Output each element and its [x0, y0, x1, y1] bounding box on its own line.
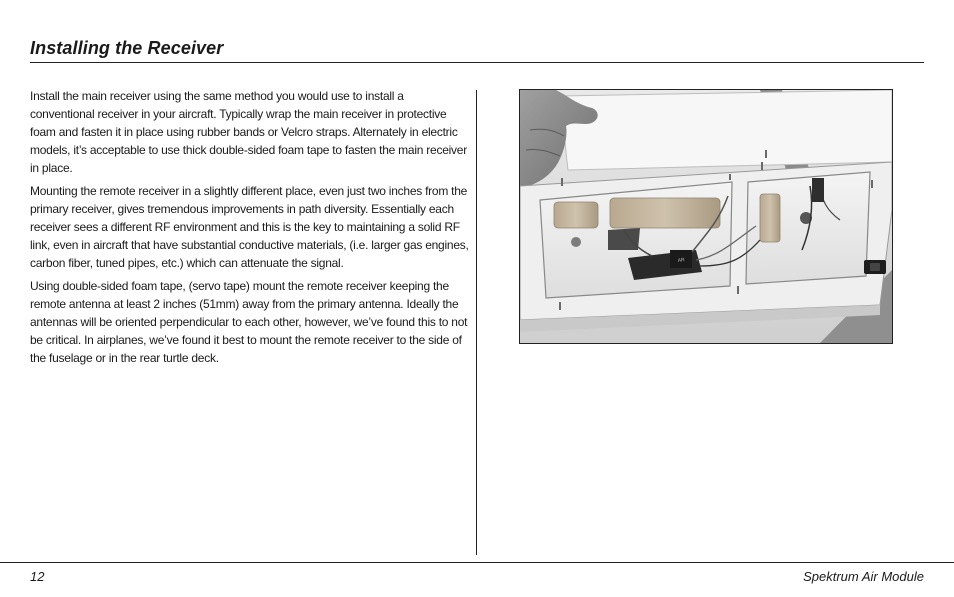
svg-text:AR: AR: [677, 257, 686, 264]
footer-rule: [0, 562, 954, 563]
column-divider: [476, 90, 477, 555]
receiver-installation-photo: [519, 89, 893, 344]
header-rule: [30, 62, 924, 63]
footer-title: Spektrum Air Module: [803, 569, 924, 584]
paragraph-1: Install the main receiver using the same method you would use to install a conventional receiver in your aircraft. Typically wrap the main receiver in protective foam and fasten it in place using rubber bands or Velcro straps. Alternately in electric models, it’s acceptable to use thick double-sided foam tape to fasten the main receiver in place.: [30, 89, 467, 175]
paragraph-2: Mounting the remote receiver in a slightly different place, even just two inches from the primary receiver, gives tremendous improvements in path diversity. Essentially each receiver sees a different RF environment and this is the key to maintaining a solid RF link, even in aircraft that have substantial conductive materials, (i.e. larger gas engines, carbon fiber, tuned pipes, etc.) which can attenuate the signal.: [30, 184, 469, 270]
section-title: Installing the Receiver: [30, 38, 224, 58]
photo-illustration: [520, 90, 892, 343]
paragraph-3: Using double-sided foam tape, (servo tape) mount the remote receiver keeping the remote antenna at least 2 inches (51mm) away from the primary antenna. Ideally the antennas will be oriented perpendicular to each other, however, we’ve found this to not be critical. In airplanes, we’ve found it best to mount the remote receiver to the side of the fuselage or in the rear turtle deck.: [30, 279, 468, 365]
body-text: [30, 87, 470, 372]
page-number: 12: [30, 569, 45, 584]
